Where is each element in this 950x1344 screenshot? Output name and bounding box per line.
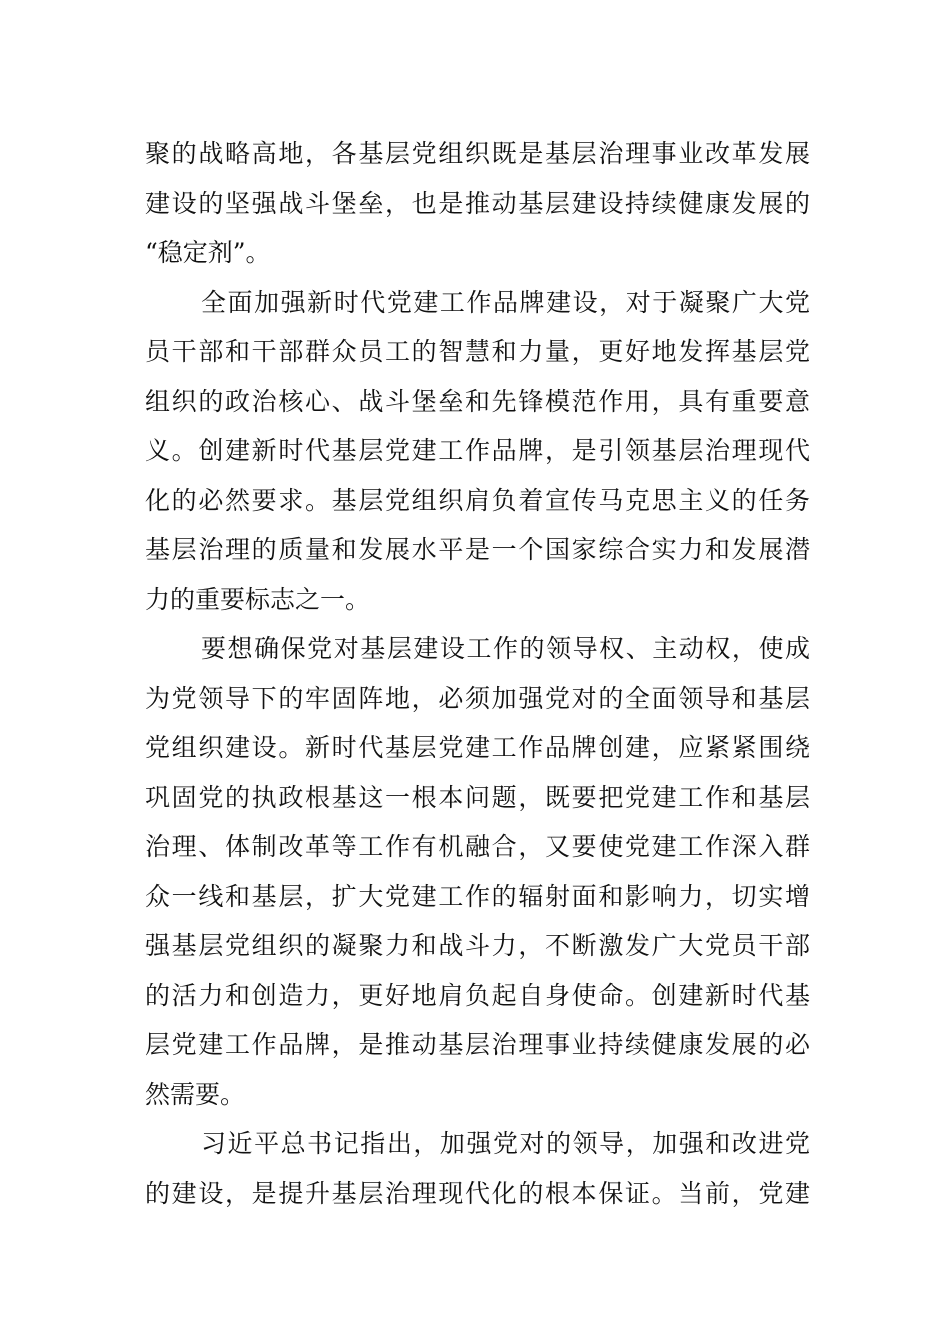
text-line: 治理、体制改革等工作有机融合，又要使党建工作深入群	[145, 832, 810, 861]
text-line: 全面加强新时代党建工作品牌建设，对于凝聚广大党	[201, 287, 810, 317]
text-line: 众一线和基层，扩大党建工作的辐射面和影响力，切实增	[145, 881, 810, 911]
text-line: 建设的坚强战斗堡垒，也是推动基层建设持续健康发展的	[145, 188, 810, 218]
text-line: 化的必然要求。基层党组织肩负着宣传马克思主义的任务	[145, 485, 810, 515]
text-line: 巩固党的执政根基这一根本问题，既要把党建工作和基层	[145, 782, 810, 812]
text-line: 习近平总书记指出，加强党对的领导，加强和改进党	[201, 1129, 810, 1158]
text-line: 员干部和干部群众员工的智慧和力量，更好地发挥基层党	[145, 337, 810, 366]
text-line: 的建设，是提升基层治理现代化的根本保证。当前，党建	[145, 1178, 810, 1208]
text-line: 然需要。	[145, 1079, 246, 1109]
body-text	[145, 129, 810, 1218]
text-line: 强基层党组织的凝聚力和战斗力，不断激发广大党员干部	[145, 931, 810, 960]
text-line: 聚的战略高地，各基层党组织既是基层治理事业改革发展	[145, 139, 810, 168]
text-line: 组织的政治核心、战斗堡垒和先锋模范作用，具有重要意	[145, 386, 810, 416]
text-line: 基层治理的质量和发展水平是一个国家综合实力和发展潜	[145, 535, 810, 564]
text-line: “稳定剂”。	[145, 238, 271, 267]
text-line: 为党领导下的牢固阵地，必须加强党对的全面领导和基层	[145, 683, 810, 713]
text-line: 力的重要标志之一。	[145, 584, 371, 614]
text-line: 要想确保党对基层建设工作的领导权、主动权，使成	[201, 634, 810, 663]
text-line: 义。创建新时代基层党建工作品牌，是引领基层治理现代	[145, 436, 810, 465]
text-line: 的活力和创造力，更好地肩负起自身使命。创建新时代基	[145, 980, 810, 1010]
text-line: 层党建工作品牌，是推动基层治理事业持续健康发展的必	[145, 1030, 810, 1059]
text-line: 党组织建设。新时代基层党建工作品牌创建，应紧紧围绕	[145, 733, 810, 762]
